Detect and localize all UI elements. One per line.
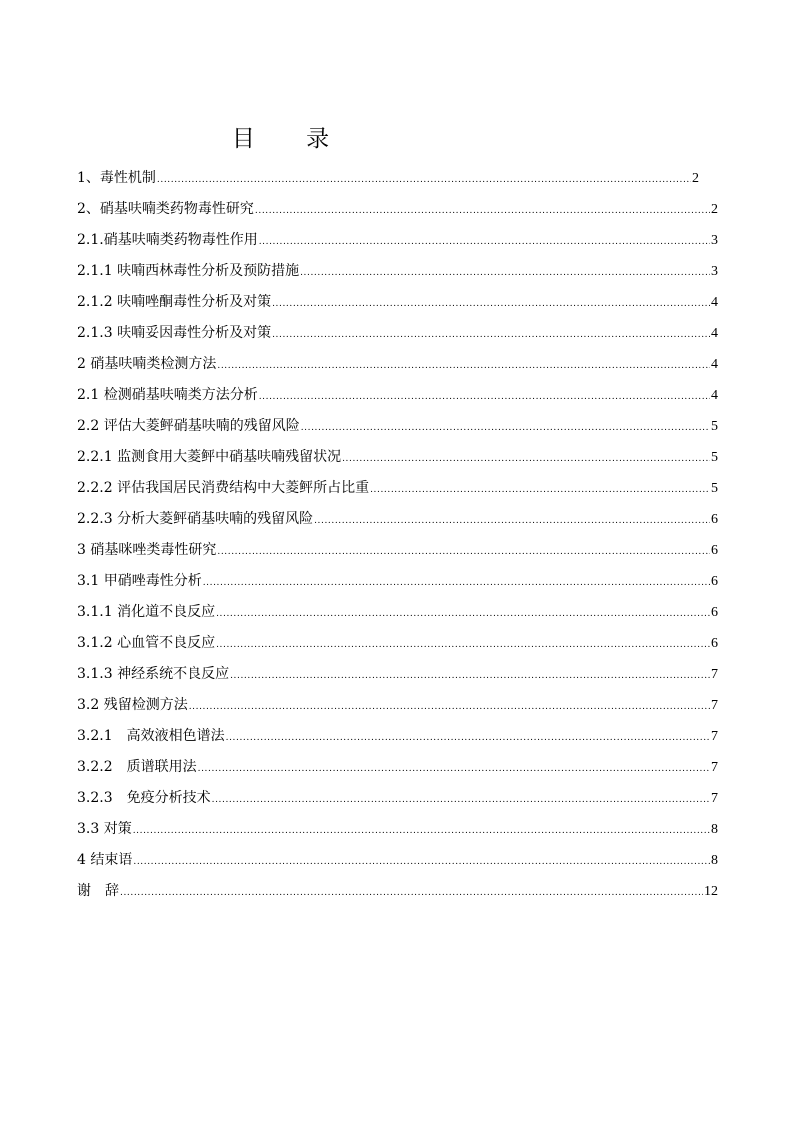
toc-entry-page: 5 [711, 481, 718, 496]
toc-entry-page: 4 [711, 357, 718, 372]
toc-entry[interactable] [77, 473, 718, 504]
toc-entry-label: 谢 辞 [77, 883, 119, 899]
toc-entry-page: 3 [711, 264, 718, 279]
toc-entry-label: 3.1 甲硝唑毒性分析 [77, 573, 202, 589]
toc-entry-label: 4 结束语 [77, 852, 133, 868]
toc-entry[interactable] [77, 659, 718, 690]
toc-entry-page: 7 [711, 729, 718, 744]
toc-leader-dots [133, 816, 710, 847]
toc-entry-label: 2.2.1 监测食用大菱鲆中硝基呋喃残留状况 [77, 449, 342, 465]
toc-leader-dots [157, 165, 691, 196]
toc-entry-page: 6 [711, 512, 718, 527]
toc-leader-dots [314, 506, 710, 537]
toc-entry-label: 3 硝基咪唑类毒性研究 [77, 542, 217, 558]
toc-entry-label: 2.1.1 呋喃西林毒性分析及预防措施 [77, 263, 300, 279]
toc-entry-label: 2.2.3 分析大菱鲆硝基呋喃的残留风险 [77, 511, 314, 527]
toc-entry-label: 3.2 残留检测方法 [77, 697, 188, 713]
toc-leader-dots [370, 475, 710, 506]
toc-entry[interactable] [77, 411, 718, 442]
toc-entry-label: 2.2 评估大菱鲆硝基呋喃的残留风险 [77, 418, 300, 434]
toc-entry-label: 2、硝基呋喃类药物毒性研究 [77, 201, 254, 217]
toc-entry[interactable] [77, 721, 718, 752]
toc-leader-dots [259, 227, 710, 258]
toc-leader-dots [226, 723, 710, 754]
toc-leader-dots [203, 568, 710, 599]
toc-entry-label: 3.1.2 心血管不良反应 [77, 635, 216, 651]
toc-leader-dots [217, 351, 710, 382]
toc-entry[interactable] [77, 690, 718, 721]
toc-entry-label: 1、毒性机制 [77, 170, 156, 186]
toc-entry[interactable] [77, 225, 718, 256]
toc-leader-dots [216, 630, 710, 661]
toc-entry-page: 3 [711, 233, 718, 248]
toc-entry[interactable] [77, 194, 718, 225]
toc-leader-dots [120, 878, 703, 909]
toc-entry[interactable] [77, 752, 718, 783]
toc-leader-dots [255, 196, 710, 227]
toc-entry[interactable] [77, 845, 718, 876]
toc-entry[interactable] [77, 442, 718, 473]
toc-entry[interactable] [77, 566, 718, 597]
toc-leader-dots [301, 413, 710, 444]
toc-entry[interactable] [77, 318, 718, 349]
toc-leader-dots [230, 661, 710, 692]
toc-entry-page: 7 [711, 760, 718, 775]
toc-entry[interactable] [77, 287, 718, 318]
toc-entry-page: 7 [711, 698, 718, 713]
toc-entry-page: 7 [711, 667, 718, 682]
toc-entry[interactable] [77, 256, 718, 287]
toc-entry-page: 4 [711, 388, 718, 403]
toc-leader-dots [198, 754, 710, 785]
toc-entry-page: 2 [692, 171, 699, 186]
toc-entry[interactable] [77, 349, 718, 380]
toc-entry-page: 6 [711, 636, 718, 651]
toc-entry-label: 2.1 检测硝基呋喃类方法分析 [77, 387, 258, 403]
toc-entry-label: 2.1.3 呋喃妥因毒性分析及对策 [77, 325, 272, 341]
toc-entry[interactable] [77, 783, 718, 814]
toc-entry-page: 6 [711, 543, 718, 558]
toc-leader-dots [300, 258, 710, 289]
toc-entry-label: 2.1.硝基呋喃类药物毒性作用 [77, 232, 258, 248]
table-of-contents [77, 163, 718, 907]
toc-leader-dots [189, 692, 710, 723]
toc-entry-page: 12 [704, 884, 718, 899]
toc-entry-label: 3.3 对策 [77, 821, 132, 837]
toc-entry-label: 3.2.3 免疫分析技术 [77, 790, 211, 806]
toc-leader-dots [259, 382, 710, 413]
toc-entry[interactable] [77, 628, 718, 659]
toc-entry-label: 3.1.3 神经系统不良反应 [77, 666, 230, 682]
toc-entry-page: 4 [711, 295, 718, 310]
toc-entry-label: 2 硝基呋喃类检测方法 [77, 356, 217, 372]
toc-leader-dots [342, 444, 710, 475]
toc-entry-page: 4 [711, 326, 718, 341]
toc-leader-dots [133, 847, 710, 878]
toc-entry-label: 3.2.2 质谱联用法 [77, 759, 197, 775]
toc-entry-page: 2 [711, 202, 718, 217]
toc-entry-page: 8 [711, 822, 718, 837]
toc-leader-dots [272, 320, 710, 351]
toc-entry[interactable] [77, 597, 718, 628]
toc-entry-label: 3.1.1 消化道不良反应 [77, 604, 216, 620]
toc-entry-page: 5 [711, 419, 718, 434]
toc-entry[interactable] [77, 163, 699, 194]
toc-entry-page: 6 [711, 605, 718, 620]
toc-leader-dots [272, 289, 710, 320]
page-title: 目 录 [231, 126, 352, 152]
toc-leader-dots [217, 537, 710, 568]
toc-entry[interactable] [77, 814, 718, 845]
toc-entry-page: 5 [711, 450, 718, 465]
toc-entry[interactable] [77, 535, 718, 566]
toc-entry-label: 3.2.1 高效液相色谱法 [77, 728, 225, 744]
toc-entry[interactable] [77, 876, 718, 907]
toc-leader-dots [216, 599, 710, 630]
toc-entry-label: 2.1.2 呋喃唑酮毒性分析及对策 [77, 294, 272, 310]
toc-entry[interactable] [77, 380, 718, 411]
toc-entry-label: 2.2.2 评估我国居民消费结构中大菱鲆所占比重 [77, 480, 370, 496]
toc-entry-page: 6 [711, 574, 718, 589]
toc-entry-page: 7 [711, 791, 718, 806]
toc-entry[interactable] [77, 504, 718, 535]
toc-entry-page: 8 [711, 853, 718, 868]
toc-leader-dots [212, 785, 710, 816]
